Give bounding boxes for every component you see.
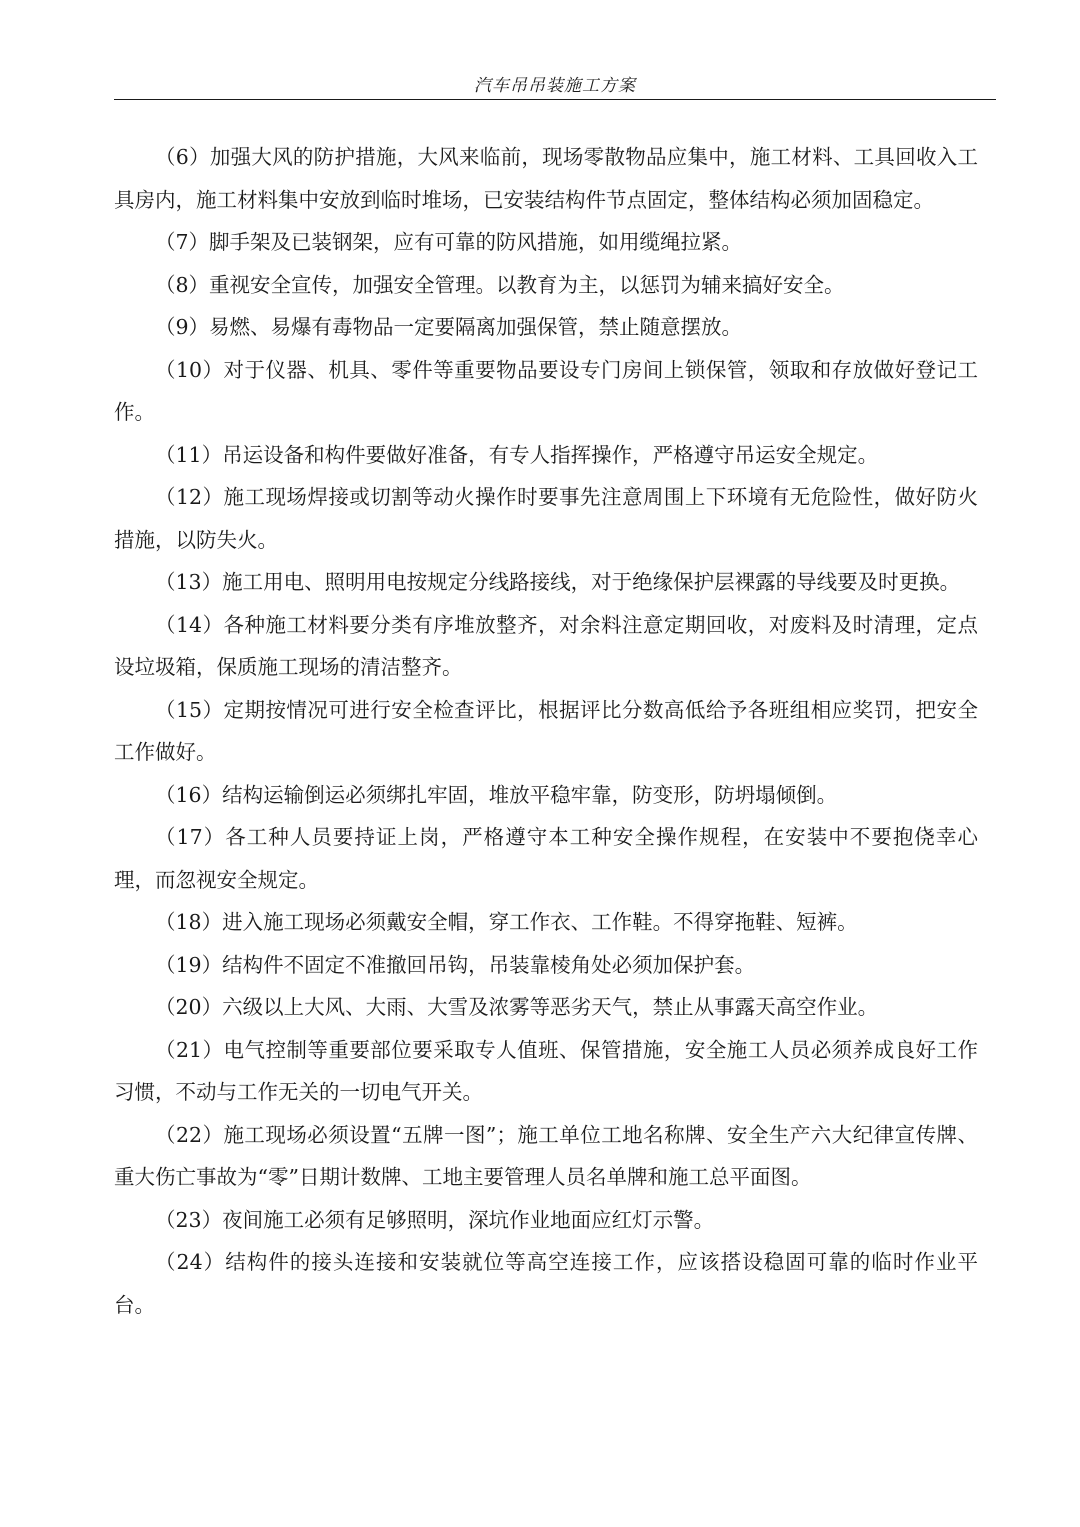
paragraph-item-21: （21）电气控制等重要部位要采取专人值班、保管措施，安全施工人员必须养成良好工作习惯，不动与工作无关的一切电气开关。	[114, 1037, 978, 1104]
document-body	[114, 136, 978, 1326]
paragraph-item-19: （19）结构件不固定不准撤回吊钩，吊装靠棱角处必须加保护套。	[155, 952, 756, 977]
paragraph-item-13: （13）施工用电、照明用电按规定分线路接线，对于绝缘保护层裸露的导线要及时更换。	[155, 570, 961, 594]
paragraph-item-8: （8）重视安全宣传，加强安全管理。以教育为主，以惩罚为辅来搞好安全。	[155, 272, 845, 297]
paragraph-item-6: （6）加强大风的防护措施，大风来临前，现场零散物品应集中，施工材料、工具回收入工具房内，施工材料集中安放到临时堆场，已安装结构件节点固定，整体结构必须加固稳定。	[114, 145, 978, 212]
paragraph-item-24: （24）结构件的接头连接和安装就位等高空连接工作，应该搭设稳固可靠的临时作业平台。	[114, 1250, 978, 1317]
paragraph-item-14: （14）各种施工材料要分类有序堆放整齐，对余料注意定期回收，对废料及时清理，定点设垃圾箱，保质施工现场的清洁整齐。	[114, 612, 978, 679]
paragraph-item-9: （9）易燃、易爆有毒物品一定要隔离加强保管，禁止随意摆放。	[155, 315, 743, 339]
paragraph-item-7: （7）脚手架及已装钢架，应有可靠的防风措施，如用缆绳拉紧。	[155, 230, 743, 254]
paragraph-item-17: （17）各工种人员要持证上岗，严格遵守本工种安全操作规程，在安装中不要抱侥幸心理，而忽视安全规定。	[114, 825, 978, 892]
header-divider	[114, 99, 996, 100]
page-header-title: 汽车吊吊装施工方案	[474, 76, 636, 96]
paragraph-item-10: （10）对于仪器、机具、零件等重要物品要设专门房间上锁保管，领取和存放做好登记工作。	[114, 357, 978, 424]
paragraph-item-22: （22）施工现场必须设置“五牌一图”；施工单位工地名称牌、安全生产六大纪律宣传牌、重大伤亡事故为“零”日期计数牌、工地主要管理人员名单牌和施工总平面图。	[114, 1122, 978, 1189]
paragraph-item-12: （12）施工现场焊接或切割等动火操作时要事先注意周围上下环境有无危险性，做好防火措施，以防失火。	[114, 485, 978, 552]
paragraph-item-18: （18）进入施工现场必须戴安全帽，穿工作衣、工作鞋。不得穿拖鞋、短裤。	[155, 910, 858, 934]
paragraph-item-15: （15）定期按情况可进行安全检查评比，根据评比分数高低给予各班组相应奖罚，把安全工作做好。	[114, 697, 978, 764]
paragraph-item-16: （16）结构运输倒运必须绑扎牢固，堆放平稳牢靠，防变形，防坍塌倾倒。	[155, 782, 838, 807]
paragraph-item-23: （23）夜间施工必须有足够照明，深坑作业地面应红灯示警。	[155, 1207, 715, 1232]
paragraph-item-20: （20）六级以上大风、大雨、大雪及浓雾等恶劣天气，禁止从事露天高空作业。	[155, 995, 879, 1019]
paragraph-item-11: （11）吊运设备和构件要做好准备，有专人指挥操作，严格遵守吊运安全规定。	[155, 442, 879, 467]
